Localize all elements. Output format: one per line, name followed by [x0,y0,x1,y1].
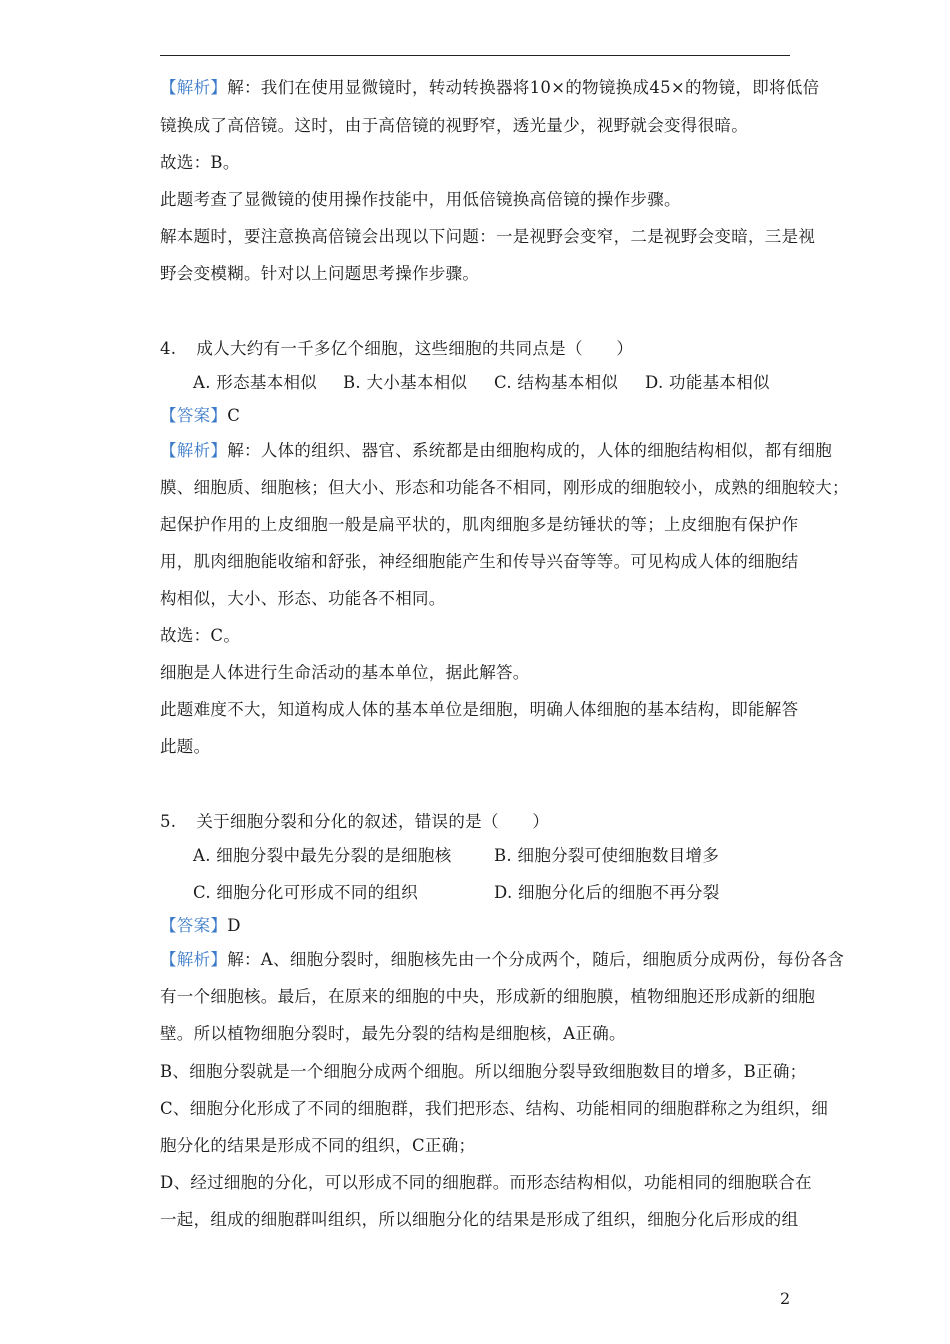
header-rule [160,55,790,56]
analysis-line: 【解析】解：我们在使用显微镜时，转动转换器将10×的物镜换成45×的物镜，即将低倍 [160,78,820,97]
note-line: 野会变模糊。针对以上问题思考操作步骤。 [160,264,480,283]
analysis-line: B、细胞分裂就是一个细胞分成两个细胞。所以细胞分裂导致细胞数目的增多，B正确； [160,1062,807,1081]
note-line: 此题考查了显微镜的使用操作技能中，用低倍镜换高倍镜的操作步骤。 [160,190,681,209]
analysis-line: D、经过细胞的分化，可以形成不同的细胞群。而形态结构相似，功能相同的细胞联合在 [160,1173,812,1192]
choice-line: 故选：B。 [160,153,240,172]
analysis-line: 壁。所以植物细胞分裂时，最先分裂的结构是细胞核，A正确。 [160,1024,626,1043]
q5-option-c: C. 细胞分化可形成不同的组织 [193,883,419,902]
note-line: 细胞是人体进行生命活动的基本单位，据此解答。 [160,663,530,682]
choice-line: 故选：C。 [160,626,241,645]
analysis-line: 【解析】解：A、细胞分裂时，细胞核先由一个分成两个，随后，细胞质分成两份，每份各含 [160,950,845,969]
q4-option-a: A. 形态基本相似 [193,373,318,392]
q5-option-d: D. 细胞分化后的细胞不再分裂 [494,883,720,902]
analysis-tag: 【解析】 [160,950,228,969]
note-line: 解本题时，要注意换高倍镜会出现以下问题：一是视野会变窄，二是视野会变暗，三是视 [160,227,816,246]
analysis-line: 胞分化的结果是形成不同的组织，C正确； [160,1136,476,1155]
q5-option-b: B. 细胞分裂可使细胞数目增多 [494,846,720,865]
question-4-stem: 4. 成人大约有一千多亿个细胞，这些细胞的共同点是（ ） [160,339,634,358]
q4-option-c: C. 结构基本相似 [494,373,619,392]
answer-tag: 【答案】 [160,916,228,935]
q5-option-a: A. 细胞分裂中最先分裂的是细胞核 [193,846,452,865]
analysis-tag: 【解析】 [160,441,228,460]
q4-answer: 【答案】C [160,406,241,425]
q5-answer: 【答案】D [160,916,241,935]
analysis-line: 用，肌肉细胞能收缩和舒张，神经细胞能产生和传导兴奋等等。可见构成人体的细胞结 [160,552,799,571]
q4-option-b: B. 大小基本相似 [343,373,468,392]
analysis-line: C、细胞分化形成了不同的细胞群，我们把形态、结构、功能相同的细胞群称之为组织，细 [160,1099,829,1118]
analysis-line: 镜换成了高倍镜。这时，由于高倍镜的视野窄，透光量少，视野就会变得很暗。 [160,116,748,135]
analysis-line: 构相似，大小、形态、功能各不相同。 [160,589,446,608]
note-line: 此题。 [160,737,211,756]
analysis-line: 有一个细胞核。最后，在原来的细胞的中央，形成新的细胞膜，植物细胞还形成新的细胞 [160,987,816,1006]
answer-tag: 【答案】 [160,406,228,425]
analysis-line: 一起，组成的细胞群叫组织，所以细胞分化的结果是形成了组织，细胞分化后形成的组 [160,1210,799,1229]
analysis-tag: 【解析】 [160,78,228,97]
analysis-line: 起保护作用的上皮细胞一般是扁平状的，肌肉细胞多是纺锤状的等；上皮细胞有保护作 [160,515,799,534]
question-5-stem: 5. 关于细胞分裂和分化的叙述，错误的是（ ） [160,812,550,831]
analysis-line: 【解析】解：人体的组织、器官、系统都是由细胞构成的，人体的细胞结构相似，都有细胞 [160,441,833,460]
q4-option-d: D. 功能基本相似 [645,373,770,392]
page-number: 2 [780,1289,791,1308]
note-line: 此题难度不大，知道构成人体的基本单位是细胞，明确人体细胞的基本结构，即能解答 [160,700,799,719]
analysis-line: 膜、细胞质、细胞核；但大小、形态和功能各不相同，刚形成的细胞较小，成熟的细胞较大； [160,478,849,497]
